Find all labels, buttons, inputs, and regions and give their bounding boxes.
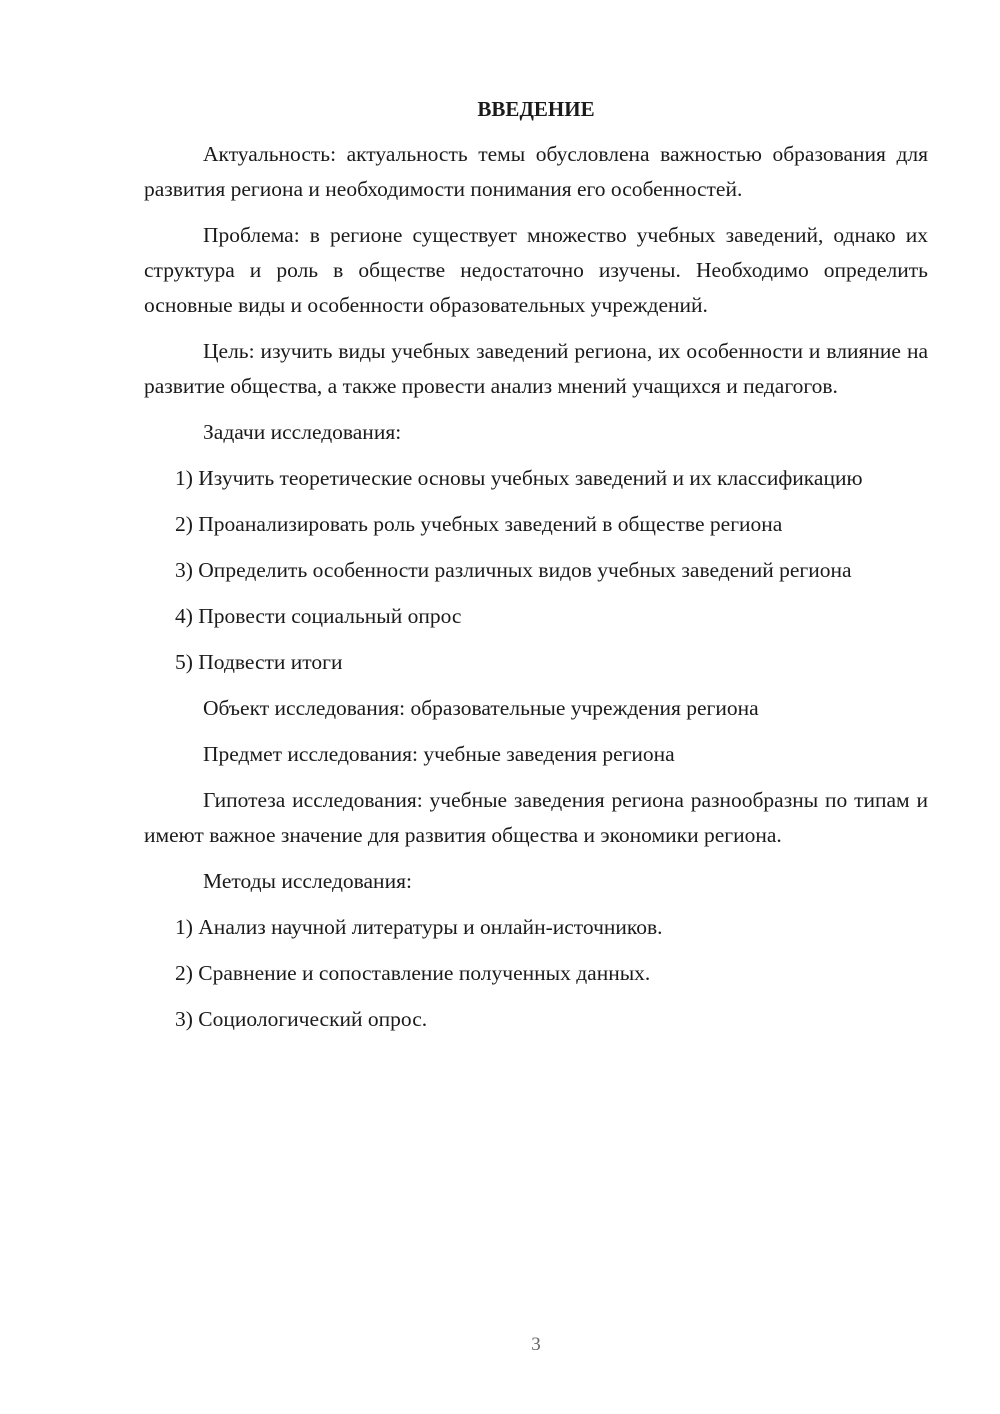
object-line: Объект исследования: образовательные учреждения региона — [203, 696, 759, 720]
section-title: ВВЕДЕНИЕ — [477, 97, 595, 121]
page-content — [144, 92, 928, 1048]
task-item: 5) Подвести итоги — [175, 650, 343, 674]
tasks-heading: Задачи исследования: — [203, 420, 402, 444]
task-item: 1) Изучить теоретические основы учебных заведений и их классификацию — [175, 466, 863, 490]
methods-heading: Методы исследования: — [203, 869, 412, 893]
relevance-paragraph: Актуальность: актуальность темы обусловлена важностью образования для развития региона и необходимости понимания его особенностей. — [144, 142, 928, 201]
method-item: 2) Сравнение и сопоставление полученных данных. — [175, 961, 651, 985]
page-number: 3 — [531, 1334, 541, 1355]
task-item: 4) Провести социальный опрос — [175, 604, 462, 628]
method-item: 3) Социологический опрос. — [175, 1007, 428, 1031]
hypothesis-paragraph: Гипотеза исследования: учебные заведения региона разнообразны по типам и имеют важное значение для развития общества и экономики региона. — [144, 788, 928, 847]
subject-line: Предмет исследования: учебные заведения региона — [203, 742, 675, 766]
goal-paragraph: Цель: изучить виды учебных заведений региона, их особенности и влияние на развитие общества, а также провести анализ мнений учащихся и педагогов. — [144, 339, 928, 398]
task-item: 2) Проанализировать роль учебных заведений в обществе региона — [175, 512, 783, 536]
problem-paragraph: Проблема: в регионе существует множество учебных заведений, однако их структура и роль в обществе недостаточно изучены. Необходимо определить основные виды и особенности образовательных учреждений. — [144, 223, 928, 317]
task-item: 3) Определить особенности различных видов учебных заведений региона — [175, 558, 852, 582]
method-item: 1) Анализ научной литературы и онлайн-источников. — [175, 915, 663, 939]
